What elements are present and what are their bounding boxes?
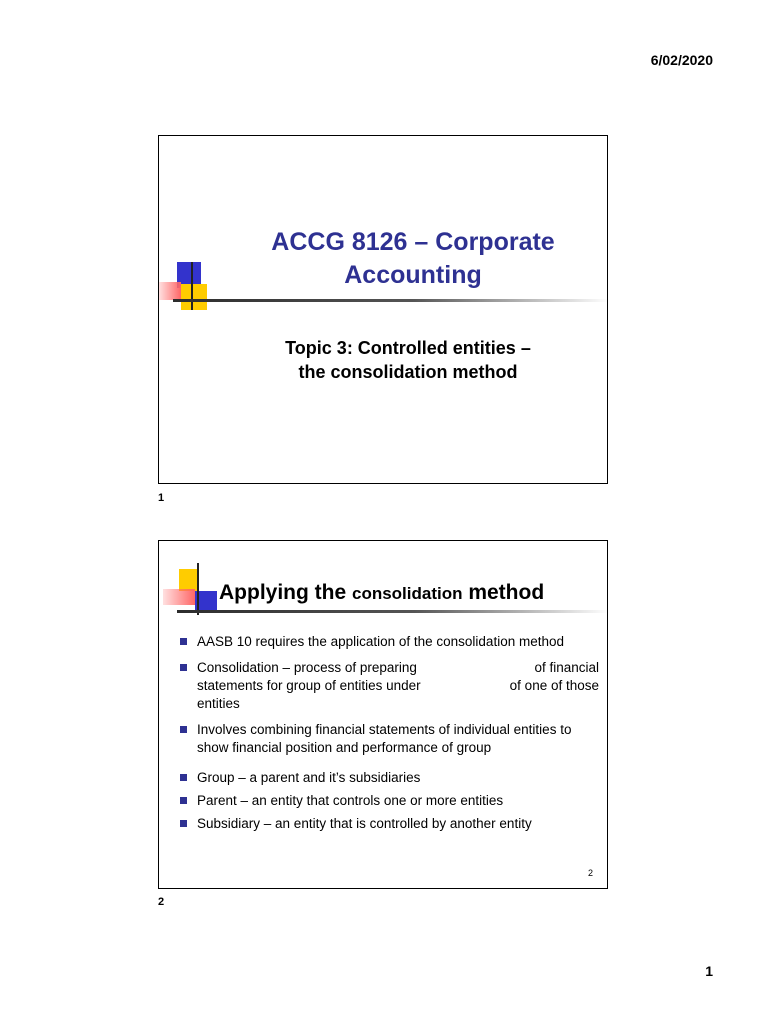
slide-subtitle: Topic 3: Controlled entities – the consolidation method [285, 338, 531, 382]
slide-1 [158, 135, 608, 484]
slide-label-2: 2 [158, 896, 165, 908]
list-item: AASB 10 requires the application of the consolidation method [179, 633, 599, 651]
page-number: 1 [705, 963, 713, 979]
deco-horizontal-line [177, 610, 609, 613]
slide-title: Applying the consolidation method [219, 581, 545, 604]
slide-title: ACCG 8126 – Corporate Accounting [271, 228, 555, 289]
document-date: 6/02/2020 [650, 52, 713, 68]
deco-red-square [159, 282, 181, 300]
deco-yellow-square [179, 569, 199, 591]
deco-horizontal-line [173, 299, 609, 302]
list-item: Parent – an entity that controls one or more entities [179, 792, 599, 810]
list-item: Involves combining financial statements of individual entities to show financial position and performance of group [179, 721, 599, 757]
deco-yellow-square [181, 284, 207, 310]
slide-2 [158, 540, 608, 889]
slide-number: 2 [587, 868, 593, 878]
list-item: Group – a parent and it’s subsidiaries [179, 769, 599, 787]
deco-vertical-line [191, 262, 193, 310]
bullet-list [179, 633, 599, 833]
deco-vertical-line [197, 563, 199, 615]
list-item: Consolidation – process of preparing of financial statements for group of entities under of one of those entities [179, 659, 599, 713]
list-item: Subsidiary – an entity that is controlled by another entity [179, 815, 599, 833]
slide-label-1: 1 [158, 492, 165, 504]
deco-red-square [163, 589, 195, 605]
